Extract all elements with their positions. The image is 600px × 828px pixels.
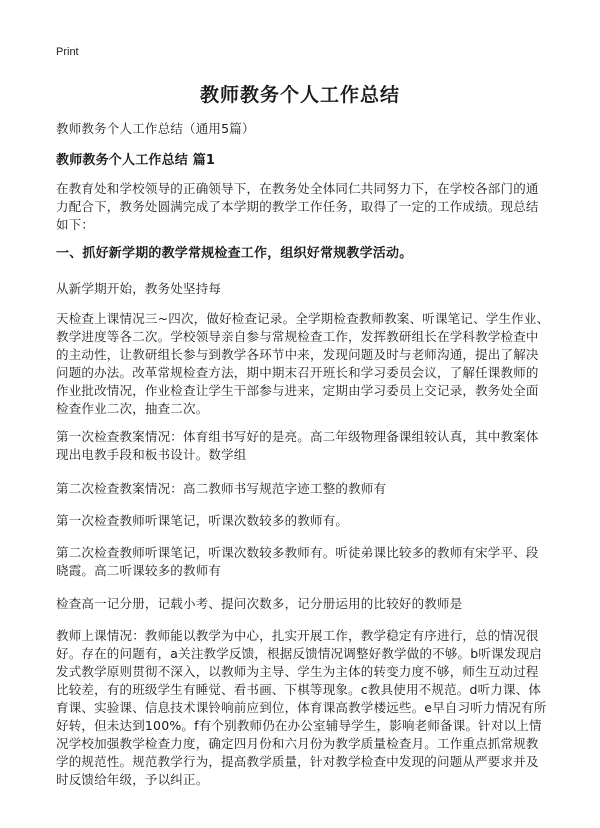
subtitle: 教师教务个人工作总结（通用5篇） xyxy=(56,121,255,136)
paragraph: 天检查上课情况三~四次，做好检查记录。全学期检查教师教案、听课笔记、学生作业、教学进度等各二次。学校领导亲自参与常规检查工作，发挥教研组长在学科教学检查中的主动性，让教研组长参与到教学各环节中来，发现问题及时与老师沟通，提出了解决问题的办法。改革常规检查方法，期中期末召开班长和学习委员会议，了解任课教师的作业批改情况，作业检查让学生干部参与进来，定期由学习委员上交记录，教务处全面检查作业二次，抽查二次。 xyxy=(56,311,550,416)
paragraph: 教师上课情况：教师能以教学为中心，扎实开展工作，教学稳定有序进行，总的情况很好。存在的问题有，a关注教学反馈，根据反馈情况调整好教学做的不够。b听课发现启发式教学原则贯彻不深入，以教师为主导、学生为主体的转变力度不够，师生互动过程比较差，有的班级学生有睡觉、看书画、下棋等现象。c教具使用不规范。d听力课、体育课、实验课、信息技术课铃响前应到位，体育课高教学楼远些。e早自习听力情况有所好转，但未达到100%。f有个别教师仍在办公室辅导学生，影响老师备课。针对以上情况学校加强教学检查力度，确定四月份和六月份为教学质量检查月。工作重点抓常规教学的规范性。规范教学行为，提高教学质量，针对教学检查中发现的问题从严要求并及时反馈给年级，予以纠正。 xyxy=(56,628,547,787)
paragraph: 第一次检查教师听课笔记，听课次数较多的教师有。 xyxy=(56,513,349,528)
paragraph: 检查高一记分册，记载小考、提问次数多，记分册运用的比较好的教师是 xyxy=(56,596,463,611)
paragraph: 从新学期开始，教务处坚持每 xyxy=(56,281,222,296)
paragraph: 第二次检查教案情况：高二教师书写规范字迹工整的教师有 xyxy=(56,481,387,496)
section-heading: 教师教务个人工作总结 篇1 xyxy=(56,153,216,168)
paragraph: 第二次检查教师听课笔记，听课次数较多教师有。听徒弟课比较多的教师有宋学平、段晓霞。高二听课较多的教师有 xyxy=(56,545,539,578)
paragraph: 第一次检查教案情况：体育组书写好的是亮。高二年级物理备课组较认真，其中教案体现出电教手段和板书设计。数学组 xyxy=(56,429,539,462)
intro-paragraph: 在教育处和学校领导的正确领导下，在教务处全体同仁共同努力下，在学校各部门的通力配合下，教务处圆满完成了本学期的教学工作任务，取得了一定的工作成绩。现总结如下： xyxy=(56,181,539,232)
print-link[interactable]: Print xyxy=(56,46,79,58)
page-title: 教师教务个人工作总结 xyxy=(199,84,400,106)
part-heading: 一、抓好新学期的教学常规检查工作，组织好常规教学活动。 xyxy=(56,246,413,261)
